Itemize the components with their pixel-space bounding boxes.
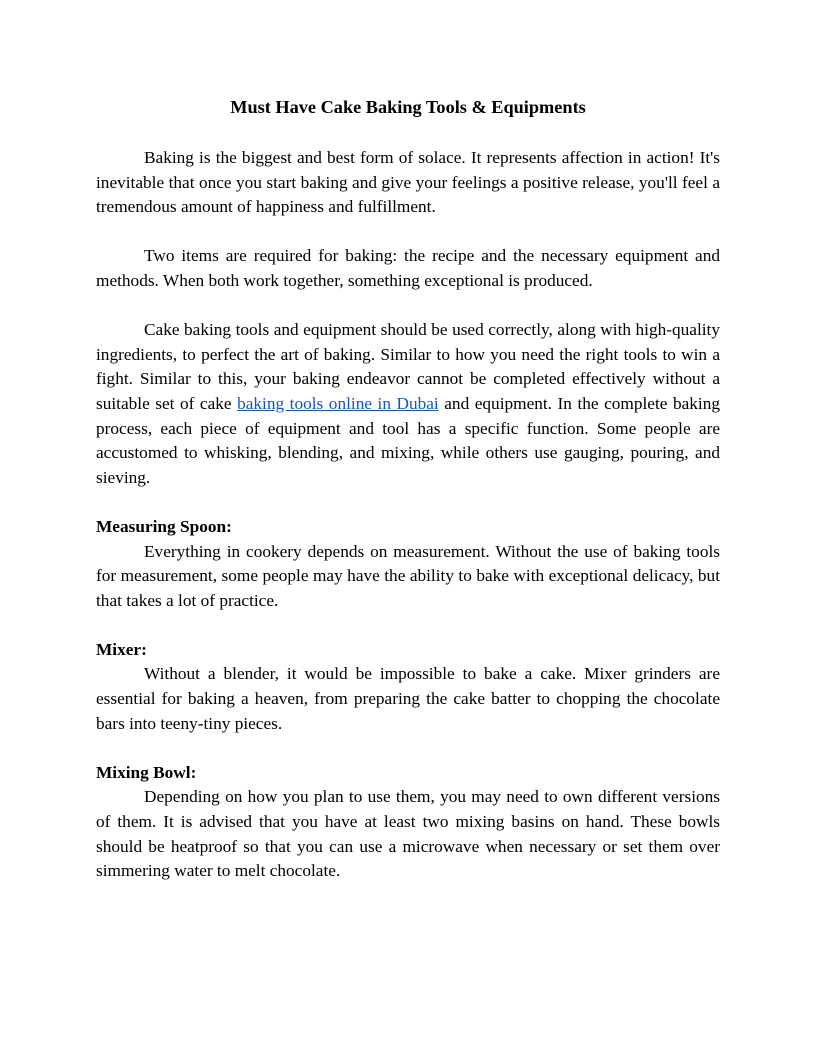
mixing-bowl-heading: Mixing Bowl: [96, 762, 197, 782]
mixer-body: Without a blender, it would be impossible to bake a cake. Mixer grinders are essential for baking a heaven, from preparing the cake batter to chopping the chocolate bars into teeny-tiny pieces. [96, 664, 720, 733]
tools-paragraph-text-after: and equipment. In the complete baking process, each piece of equipment and tool has a specific function. Some people are accustomed to whisking, blending, and mixing, while others use gauging, pouring, and sieving. [96, 393, 720, 487]
document-page [96, 94, 720, 908]
mixer-heading: Mixer: [96, 639, 147, 659]
measuring-spoon-body: Everything in cookery depends on measurement. Without the use of baking tools for measurement, some people may have the ability to bake with exceptional delicacy, but that takes a lot of practice. [96, 541, 720, 610]
mixing-bowl-body: Depending on how you plan to use them, you may need to own different versions of them. It is advised that you have at least two mixing basins on hand. These bowls should be heatproof so that you can use a microwave when necessary or set them over simmering water to melt chocolate. [96, 787, 720, 881]
tools-paragraph [96, 318, 720, 490]
intro-paragraph-2: Two items are required for baking: the recipe and the necessary equipment and methods. When both work together, something exceptional is produced. [96, 246, 720, 290]
baking-tools-link[interactable]: baking tools online in Dubai [237, 393, 439, 413]
tools-paragraph-text-before: Cake baking tools and equipment should be used correctly, along with high-quality ingredients, to perfect the art of baking. Similar to how you need the right tools to win a fight. Similar to this, your baking endeavor cannot be completed effectively without a suitable set of cake [96, 320, 720, 413]
document-title: Must Have Cake Baking Tools & Equipments [230, 97, 586, 117]
intro-paragraph-1: Baking is the biggest and best form of solace. It represents affection in action! It's inevitable that once you start baking and give your feelings a positive release, you'll feel a tremendous amount of happiness and fulfillment. [96, 148, 720, 217]
measuring-spoon-heading: Measuring Spoon: [96, 516, 232, 536]
